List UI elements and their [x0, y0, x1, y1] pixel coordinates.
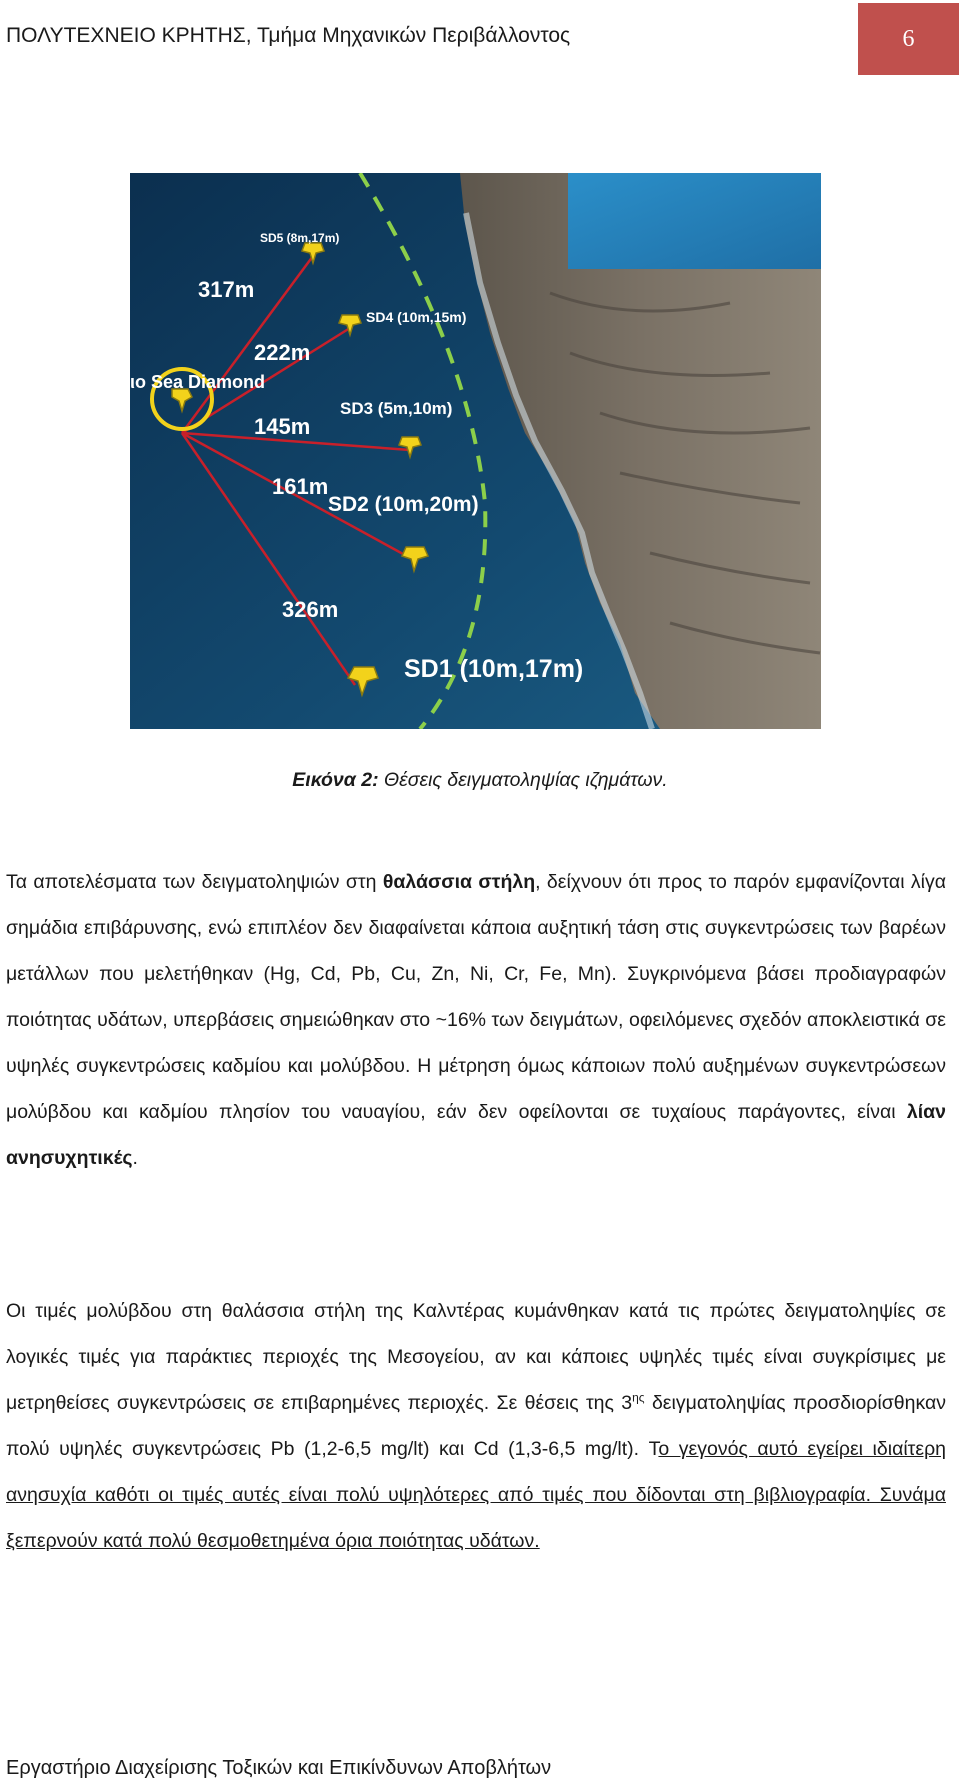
- distance-label-sd4: 222m: [254, 340, 311, 365]
- distance-label-sd5: 317m: [198, 277, 255, 302]
- sampling-map-figure: [130, 173, 821, 729]
- underlined-text: ο γεγονός αυτό εγείρει ιδιαίτερη ανησυχία καθότι οι τιμές αυτές είναι πολύ υψηλότερες από τιμές που δίδονται στη βιβλιογραφία. Συνάμα ξεπερνούν κατά πολύ θεσμοθετημένα όρια ποιότητας υδάτων.: [6, 1438, 947, 1552]
- station-label-sd1: SD1 (10m,17m): [404, 655, 584, 683]
- bold-term: λίαν ανησυχητικές: [6, 1101, 946, 1169]
- body-paragraph-2: [6, 1288, 946, 1564]
- paragraph-text: Τα αποτελέσματα των δειγματοληψιών στη: [6, 871, 383, 893]
- station-label-sd2: SD2 (10m,20m): [328, 493, 479, 516]
- distance-label-sd2: 161m: [272, 474, 329, 499]
- station-label-sd5: SD5 (8m,17m): [260, 231, 340, 245]
- caption-text: Θέσεις δειγματοληψίας ιζημάτων.: [378, 769, 668, 791]
- station-label-sd3: SD3 (5m,10m): [340, 399, 453, 418]
- paragraph-text: , δείχνουν ότι προς το παρόν εμφανίζονται λίγα σημάδια επιβάρυνσης, ενώ επιπλέον δεν διαφαίνεται κάποια αυξητική τάση στις συγκεντρώσεις των βαρέων μετάλλων που μελετήθηκαν (Hg, Cd, Pb, Cu, Zn, Ni, Cr, Fe, Mn). Συγκρινόμενα βάσει προδιαγραφών ποιότητας υδάτων, υπερβάσεις σημειώθηκαν στο ~16% των δειγμάτων, οφειλόμενες σχεδόν αποκλειστικά σε υψηλές συγκεντρώσεις καδμίου και μολύβδου. Η μέτρηση όμως κάποιων πολύ αυξημένων συγκεντρώσεων μολύβδου και καδμίου πλησίον του ναυαγίου, εάν δεν οφείλονται σε τυχαίους παράγοντες, είναι: [6, 871, 947, 1123]
- paragraph-text: δειγματοληψίας προσδιορίσθηκαν πολύ υψηλές συγκεντρώσεις Pb (1,2-6,5 mg/lt) και Cd (1,3-6,5 mg/lt). Τ: [6, 1392, 946, 1460]
- distance-label-sd3: 145m: [254, 414, 311, 439]
- body-paragraph-1: [6, 859, 946, 1181]
- station-label-sd4: SD4 (10m,15m): [366, 309, 467, 325]
- page-footer: Εργαστήριο Διαχείρισης Τοξικών και Επικίνδυνων Αποβλήτων: [6, 1757, 552, 1779]
- paragraph-text: .: [132, 1147, 138, 1169]
- figure-caption: [0, 769, 960, 792]
- distance-label-sd1: 326m: [282, 597, 339, 622]
- header-title: ΠΟΛΥΤΕΧΝΕΙΟ ΚΡΗΤΗΣ, Τμήμα Μηχανικών Περιβάλλοντος: [6, 24, 571, 47]
- satellite-map: [130, 173, 821, 729]
- inset-image: [568, 173, 821, 269]
- page-number-badge: 6: [858, 3, 959, 75]
- ordinal-superscript: ης: [632, 1390, 645, 1405]
- bold-term: θαλάσσια στήλη: [382, 871, 536, 893]
- paragraph-text: Οι τιμές μολύβδου στη θαλάσσια στήλη της Καλντέρας κυμάνθηκαν κατά τις πρώτες δειγματοληψίες σε λογικές τιμές για παράκτιες περιοχές της Μεσογείου, αν και κάποιες υψηλές τιμές είναι συγκρίσιμες με μετρηθείσες συγκεντρώσεις σε επιβαρημένες περιοχές. Σε θέσεις της 3: [6, 1300, 946, 1414]
- wreck-label: ιο Sea Diamond: [130, 372, 266, 392]
- caption-label: Εικόνα 2:: [292, 769, 379, 791]
